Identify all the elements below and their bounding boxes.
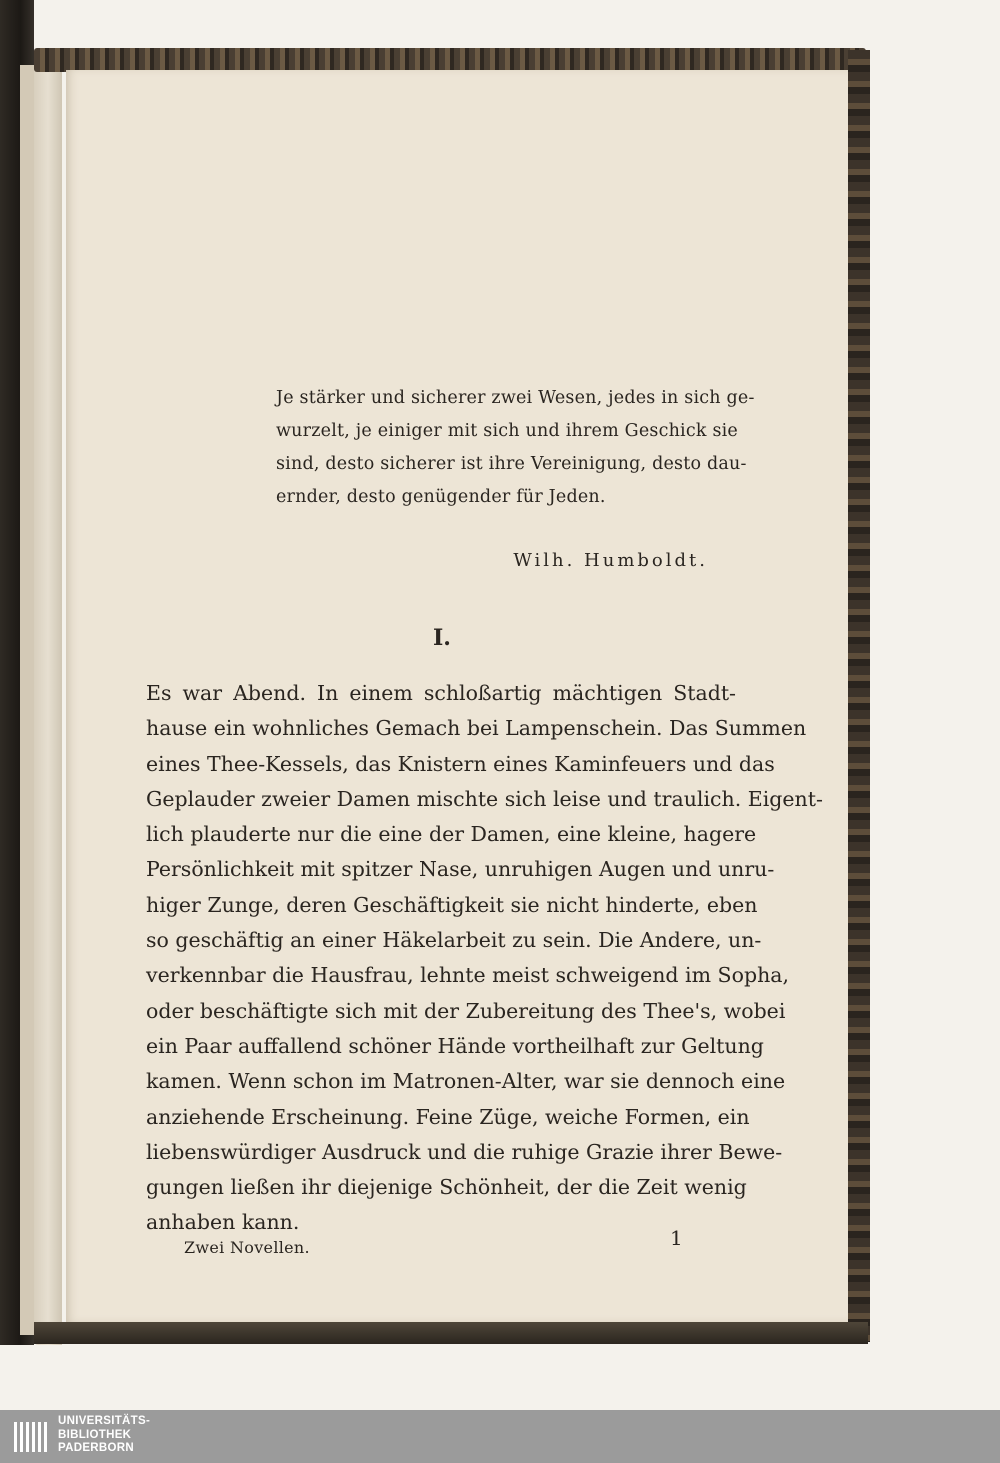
page-number: 1 — [670, 1226, 683, 1250]
body-line: verkennbar die Hausfrau, lehnte meist schweigend im Sopha, — [146, 963, 790, 988]
library-logo-bar — [0, 1410, 1000, 1463]
logo-line: PADERBORN — [58, 1442, 134, 1454]
book-page — [66, 70, 848, 1322]
epigraph-line: ernder, desto genügender für Jeden. — [276, 487, 606, 507]
signature-mark: Zwei Novellen. — [184, 1238, 310, 1257]
library-logo-text — [58, 1415, 150, 1456]
body-paragraph — [146, 676, 823, 1241]
body-line: anziehende Erscheinung. Feine Züge, weiche Formen, ein — [146, 1104, 750, 1129]
book-edge-bottom — [34, 1322, 868, 1344]
body-line: oder beschäftigte sich mit der Zubereitung des Thee's, wobei — [146, 998, 786, 1023]
body-line: so geschäftig an einer Häkelarbeit zu sein. Die Andere, un- — [146, 928, 762, 953]
body-line: kamen. Wenn schon im Matronen-Alter, war sie dennoch eine — [146, 1069, 786, 1094]
logo-line: UNIVERSITÄTS- — [58, 1415, 151, 1427]
body-line: liebenswürdiger Ausdruck und die ruhige Grazie ihrer Bewe- — [146, 1139, 783, 1164]
body-line: Es war Abend. In einem schloßartig mächtigen Stadt- — [146, 681, 736, 705]
logo-line: BIBLIOTHEK — [58, 1428, 132, 1441]
body-line: anhaben kann. — [146, 1210, 300, 1235]
body-line: gungen ließen ihr diejenige Schönheit, der die Zeit wenig — [146, 1175, 747, 1200]
book-edge-right — [848, 50, 870, 1342]
chapter-number: I. — [433, 625, 451, 651]
epigraph-line: sind, desto sicherer ist ihre Vereinigung, desto dau- — [276, 454, 747, 474]
epigraph-line: wurzelt, je einiger mit sich und ihrem Geschick sie — [276, 421, 738, 441]
page-edge-strip — [20, 65, 34, 1335]
epigraph-line: Je stärker und sicherer zwei Wesen, jedes in sich ge- — [276, 388, 755, 408]
body-line: hause ein wohnliches Gemach bei Lampenschein. Das Summen — [146, 716, 807, 741]
body-line: ein Paar auffallend schöner Hände vortheilhaft zur Geltung — [146, 1033, 764, 1058]
body-line: Geplauder zweier Damen mischte sich leise und traulich. Eigent- — [146, 786, 823, 811]
body-line: eines Thee-Kessels, das Knistern eines Kaminfeuers und das — [146, 751, 775, 776]
body-line: Persönlichkeit mit spitzer Nase, unruhigen Augen und unru- — [146, 857, 775, 882]
body-line: lich plauderte nur die eine der Damen, eine kleine, hagere — [146, 822, 757, 847]
book-edge-top — [34, 48, 866, 72]
body-line: higer Zunge, deren Geschäftigkeit sie nicht hinderte, eben — [146, 892, 758, 917]
library-logo-icon — [12, 1418, 50, 1456]
epigraph — [276, 382, 755, 514]
previous-page-edge — [34, 55, 62, 1345]
epigraph-attribution: Wilh. Humboldt. — [513, 550, 708, 571]
